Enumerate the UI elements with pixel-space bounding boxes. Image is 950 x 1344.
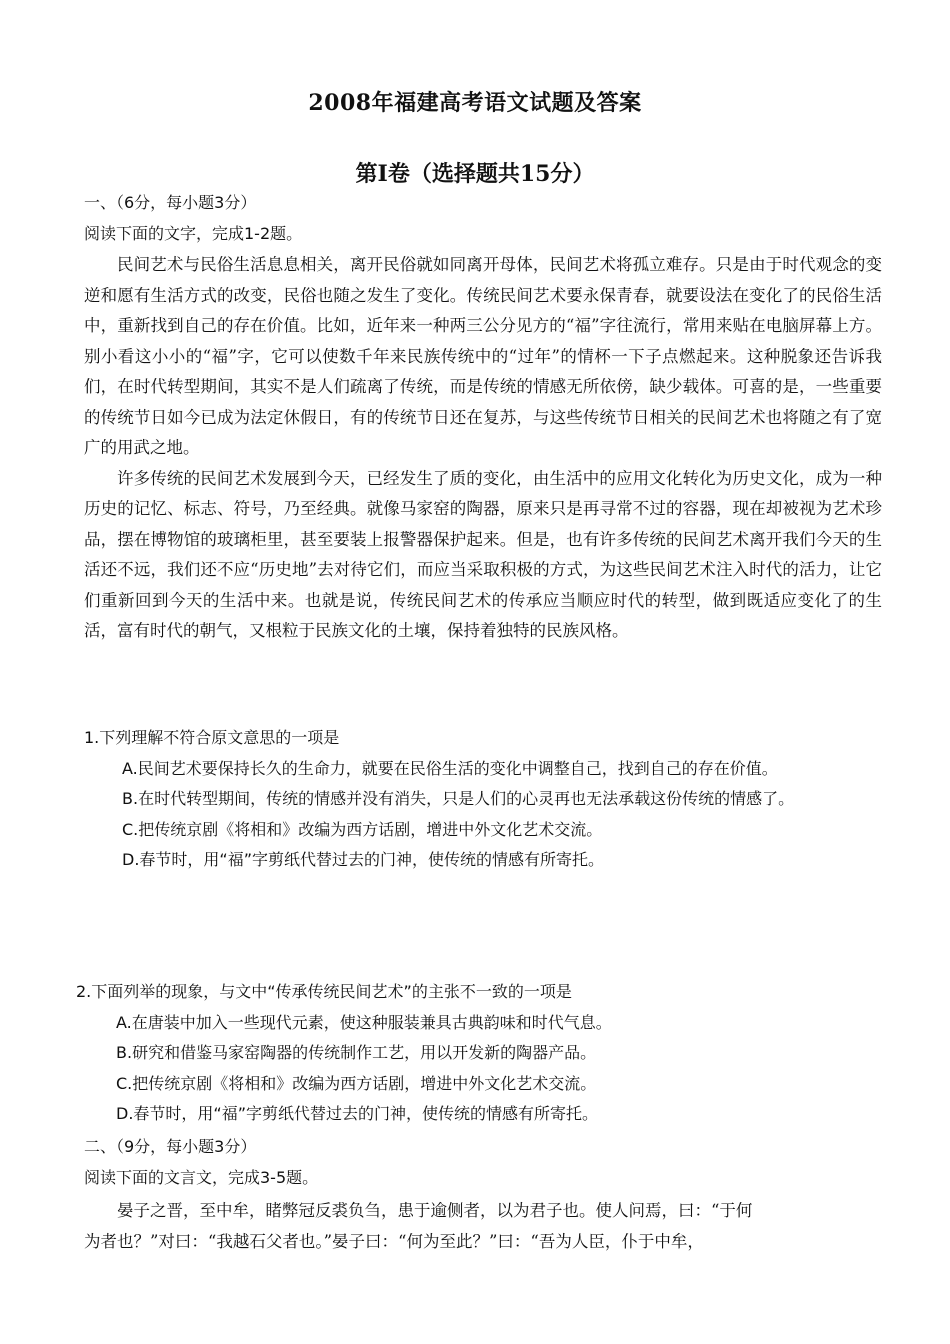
question-2 [76,977,876,1130]
classical-passage-line-1: 晏子之晋，至中牟，睹弊冠反裘负刍，患于逾侧者，以为君子也。使人问焉，曰：“于何 [117,1201,753,1220]
question-1-option-d: D.春节时，用“福”字剪纸代替过去的门神，使传统的情感有所寄托。 [122,850,604,869]
question-1-option-b: B.在时代转型期间，传统的情感并没有消失，只是人们的心灵再也无法承载这份传统的情感了。 [122,789,795,808]
section2-instruction: 阅读下面的文言文，完成3-5题。 [84,1167,319,1187]
section1-passage [84,250,882,647]
question-2-option-a: A.在唐装中加入一些现代元素，使这种服装兼具古典韵味和时代气息。 [116,1012,612,1032]
passage-paragraph-1: 民间艺术与民俗生活息息相关，离开民俗就如同离开母体，民间艺术将孤立难存。只是由于时代观念的变逆和愿有生活方式的改变，民俗也随之发生了变化。传统民间艺术要永保青春，就要设法在变化了的民俗生活中，重新找到自己的存在价值。比如，近年来一种两三公分见方的“福”字往流行，常用来贴在电脑屏幕上方。别小看这小小的“福”字，它可以使数千年来民族传统中的“过年”的情杯一下子点燃起来。这种脱象还告诉我们，在时代转型期间，其实不是人们疏离了传统，而是传统的情感无所依傍，缺少载体。可喜的是，一些重要的传统节日如今已成为法定休假日，有的传统节日还在复苏，与这些传统节日相关的民间艺术也将随之有了宽广的用武之地。 [84,255,882,457]
part1-title: 第Ⅰ卷（选择题共15分） [355,161,595,187]
question-1-option-a: A.民间艺术要保持长久的生命力，就要在民俗生活的变化中调整自己，找到自己的存在价值。 [122,758,778,778]
question-1-option-c: C.把传统京剧《将相和》改编为西方话剧，增进中外文化艺术交流。 [122,819,603,839]
question-2-stem: 2.下面列举的现象，与文中“传承传统民间艺术”的主张不一致的一项是 [76,982,572,1001]
section1-header [84,188,884,249]
section1-instruction: 阅读下面的文字，完成1-2题。 [84,223,303,243]
question-2-option-b: B.研究和借鉴马家窑陶器的传统制作工艺，用以开发新的陶器产品。 [116,1043,597,1062]
question-2-option-d: D.春节时，用“福”字剪纸代替过去的门神，使传统的情感有所寄托。 [116,1104,598,1123]
question-2-option-c: C.把传统京剧《将相和》改编为西方话剧，增进中外文化艺术交流。 [116,1073,597,1093]
section2-passage [84,1196,884,1257]
section1-heading: 一、（6分，每小题3分） [84,193,257,212]
question-1-stem: 1.下列理解不符合原文意思的一项是 [84,728,340,747]
section2-header [84,1132,884,1193]
question-1 [84,723,874,876]
document-title: 2008年福建高考语文试题及答案 [308,90,642,116]
passage-paragraph-2: 许多传统的民间艺术发展到今天，已经发生了质的变化，由生活中的应用文化转化为历史文化，成为一种历史的记忆、标志、符号，乃至经典。就像马家窑的陶器，原来只是再寻常不过的容器，现在却被视为艺术珍品，摆在博物馆的玻璃柜里，甚至要装上报警器保护起来。但是，也有许多传统的民间艺术离开我们今天的生活还不远，我们还不应“历史地”去对待它们，而应当采取积极的方式，为这些民间艺术注入时代的活力，让它们重新回到今天的生活中来。也就是说，传统民间艺术的传承应当顺应时代的转型，做到既适应变化了的生活，富有时代的朝气，又根粒于民族文化的土壤，保持着独特的民族风格。 [84,468,882,640]
classical-passage-line-2: 为者也？”对曰：“我越石父者也。”晏子曰：“何为至此？”曰：“吾为人臣，仆于中牟， [84,1231,704,1251]
section2-heading: 二、（9分，每小题3分） [84,1137,257,1156]
